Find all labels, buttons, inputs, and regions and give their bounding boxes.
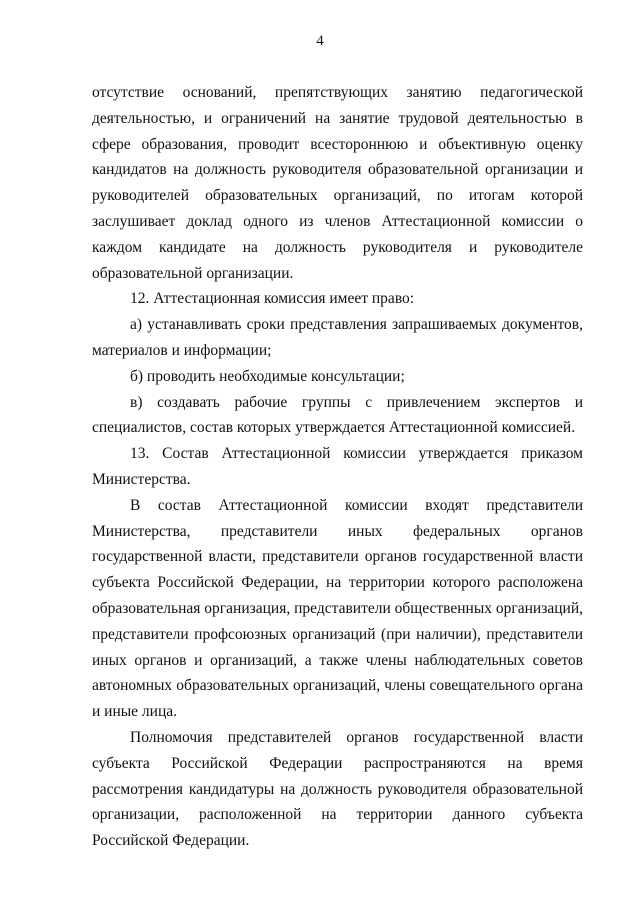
paragraph-item-13: 13. Состав Аттестационной комиссии утверждается приказом Министерства. [92,445,583,488]
paragraph-powers: Полномочия представителей органов государственной власти субъекта Российской Федерации распространяются на время рассмотрения кандидатуры на должность руководителя образовательной организации, расположенной на территории данного субъекта Российской Федерации. [92,728,583,850]
paragraph-commission-composition: В состав Аттестационной комиссии входят представители Министерства, представители иных федеральных органов государственной власти, представители органов государственной власти субъекта Российской Федерации, на территории которого расположена образовательная организация, представители общественных организаций, представители профсоюзных организаций (при наличии), представители иных органов и организаций, а также члены наблюдательных советов автономных образовательных организаций, члены совещательного органа и иные лица. [92,496,583,721]
paragraph-continuation: отсутствие оснований, препятствующих занятию педагогической деятельностью, и ограничений на занятие трудовой деятельностью в сфере образования, проводит всестороннюю и объективную оценку кандидатов на должность руководителя образовательной организации и руководителей образовательных организаций, по итогам которой заслушивает доклад одного из членов Аттестационной комиссии о каждом кандидате на должность руководителя и руководителе образовательной организации. [92,84,583,282]
paragraph-item-12: 12. Аттестационная комиссия имеет право: [130,290,415,308]
paragraph-subitem-a: а) устанавливать сроки представления запрашиваемых документов, материалов и информации; [92,316,583,359]
document-body [92,80,583,854]
paragraph-subitem-b: б) проводить необходимые консультации; [130,367,405,385]
page-number: 4 [316,33,324,49]
paragraph-subitem-v: в) создавать рабочие группы с привлечением экспертов и специалистов, состав которых утверждается Аттестационной комиссией. [92,393,583,437]
